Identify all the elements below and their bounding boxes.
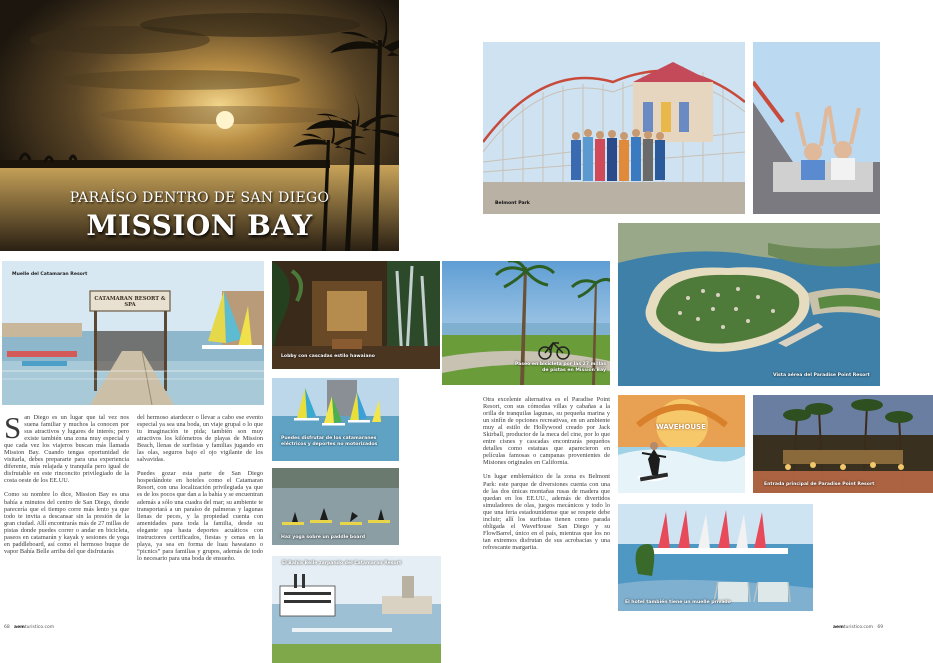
- private-dock-photo: [618, 504, 813, 611]
- right-text-column: [483, 396, 610, 626]
- caption-bicicleta: Paseo en bicicleta por las 27 millas de pistas en Mission Bay: [514, 362, 606, 373]
- middle-paragraph-1: del hermoso atardecer o llevar a cabo ese evento especial ya sea una boda, un viaje grupal o lo que tu imaginación te pida; también son muy atractivos los kilómetros de playas de Mission Beach, llenas de surfistas y familias jugando en las olas, seguros bajo el ojo vigilante de los salvavidas.: [137, 414, 263, 464]
- left-text-column: [4, 410, 129, 609]
- paradise-entrance-image: [753, 395, 933, 493]
- middle-paragraph-2: Puedes gozar esta parte de San Diego hospedándote en hoteles como el Catamaran Resort, con una localización privilegiada ya que es de los pocos que dan a la bahía y se encuentran además a sólo una cuadra del mar; su ambiente te transportará a un paraíso de palmeras y lagunas llenas de peces, y la propiedad cuenta con amenidades para toda la familia, desde su elegante spa hasta deportes acuáticos con instructores certificados, fiestas y cenas en la playa, ya sea en forma de luau hawaiano o “picnics” para familias y grupos, además de todo lo necesario para una boda de ensueño.: [137, 470, 263, 562]
- footer-left: [4, 625, 54, 630]
- coaster-riders-photo: [753, 42, 880, 214]
- caption-paradise-entrada: Entrada principal de Paradise Point Resort: [764, 482, 875, 487]
- bahia-belle-photo: [272, 556, 441, 663]
- hero-sunset-photo: [0, 0, 399, 251]
- caption-paddle: Haz yoga sobre un paddle board: [281, 535, 366, 540]
- lobby-image: [272, 261, 440, 369]
- lobby-photo: [272, 261, 440, 369]
- footer-site-left: turistico.com: [24, 625, 55, 630]
- paradise-entrance-photo: [753, 395, 933, 493]
- caption-hotel-muelle: El hotel también tiene un muelle privado: [625, 600, 731, 605]
- footer-site-right: turistico.com: [843, 625, 874, 630]
- title-main: MISSION BAY: [86, 209, 313, 242]
- catamaran-dock-image: [2, 261, 264, 405]
- right-paragraph-1: Otra excelente alternativa es el Paradise Point Resort, con sus cómodas villas y cabañas a la orilla de tranquilas lagunas, su pequeña marina y un sinfín de opciones recreativas, en un ambiente muy al estilo de Hollywood creado por Jack Skirball, productor de la meca del cine, por lo que entre cisnes y cascadas encontrarás pequeños detalles como estatuas que aparecieron en películas famosas o campanas provenientes de Misiones originales en California.: [483, 396, 610, 467]
- caption-paradise-aerea: Vista aérea del Paradise Point Resort: [773, 373, 870, 378]
- page-number-left: 68: [4, 625, 10, 630]
- caption-belmont: Belmont Park: [495, 201, 530, 206]
- left-paragraph-1-text: an Diego es un lugar que tal vez nos suena familiar y muchos la conocen por sus atractivos y lugares de interés; pero existe también una zona muy especial y que cada vez los viajeros buscan más llamada Mission Bay. Cuando tengas oportunidad de visitarla, debes prepararte para una experiencia diferente, más relajada y tranquila pero igual de disfrutable en este rinconcito privilegiado de la costa oeste de los EE.UU.: [4, 414, 129, 485]
- footer-brand-left: aem: [14, 625, 25, 630]
- private-dock-image: [618, 504, 813, 611]
- left-paragraph-2: Como su nombre lo dice, Mission Bay es una bahía a minutos del centro de San Diego, donde parecería que el tiempo corre más lento ya que todo te invita a descansar sin la presión de la gran ciudad. Allí encontrarás más de 27 millas de pistas donde puedes correr o andar en bicicleta, paseos en catamarán y kayak y sesiones de yoga en paddleboard, así como el hermoso buque de vapor Bahía Belle arriba del que disfrutarás: [4, 491, 129, 555]
- wavehouse-surfer-photo: [618, 395, 745, 493]
- paddle-yoga-image: [272, 468, 399, 545]
- bicycle-photo: [442, 261, 610, 385]
- belmont-park-photo: [483, 42, 745, 214]
- belmont-coaster-image: [483, 42, 745, 214]
- footer-brand-right: aem: [833, 625, 844, 630]
- paddle-yoga-photo: [272, 468, 399, 545]
- title-kicker: PARAÍSO DENTRO DE SAN DIEGO: [69, 190, 330, 206]
- caption-lobby: Lobby con cascadas estilo hawaiano: [281, 354, 375, 359]
- caption-bahia-belle: El Bahia Belle zarpando del Catamaran Resort: [282, 561, 402, 566]
- right-paragraph-2: Un lugar emblemático de la zona es Belmont Park: este parque de diversiones cuenta con una de las dos únicas montañas rusas de madera que quedan en los EE.UU., además de divertidos simuladores de olas, juegos mecánicos y todo lo que una feria estadounidense que se respete debe incluir; allí los surfistas tienen como parada obligada el WaveHouse San Diego y su FlowBarrel, único en el país, mientras que los no tan extremos disfrutan de sus acrobacias y una refrescante margarita.: [483, 473, 610, 551]
- coaster-riders-image: [753, 42, 880, 214]
- caption-catamaranes: Puedes disfrutar de los catamaranes eléctricos y deportes no motorizados: [281, 436, 378, 447]
- caption-muelle: Muelle del Catamaran Resort: [12, 272, 88, 277]
- footer-right: [833, 625, 883, 630]
- paradise-aerial-photo: [618, 223, 880, 386]
- middle-text-column: [137, 414, 263, 612]
- wavehouse-sign: WAVEHOUSE: [656, 423, 706, 431]
- catamaran-resort-photo: [2, 261, 264, 405]
- wavehouse-surfer-image: [618, 395, 745, 493]
- catamarans-photo: [272, 378, 399, 461]
- page-number-right: 69: [877, 625, 884, 630]
- catamarans-image: [272, 378, 399, 461]
- dropcap: S: [4, 410, 22, 445]
- resort-sign: CATAMARAN RESORT & SPA: [94, 296, 166, 308]
- bahia-belle-image: [272, 556, 441, 663]
- paradise-aerial-image: [618, 223, 880, 386]
- left-paragraph-1: [4, 410, 129, 485]
